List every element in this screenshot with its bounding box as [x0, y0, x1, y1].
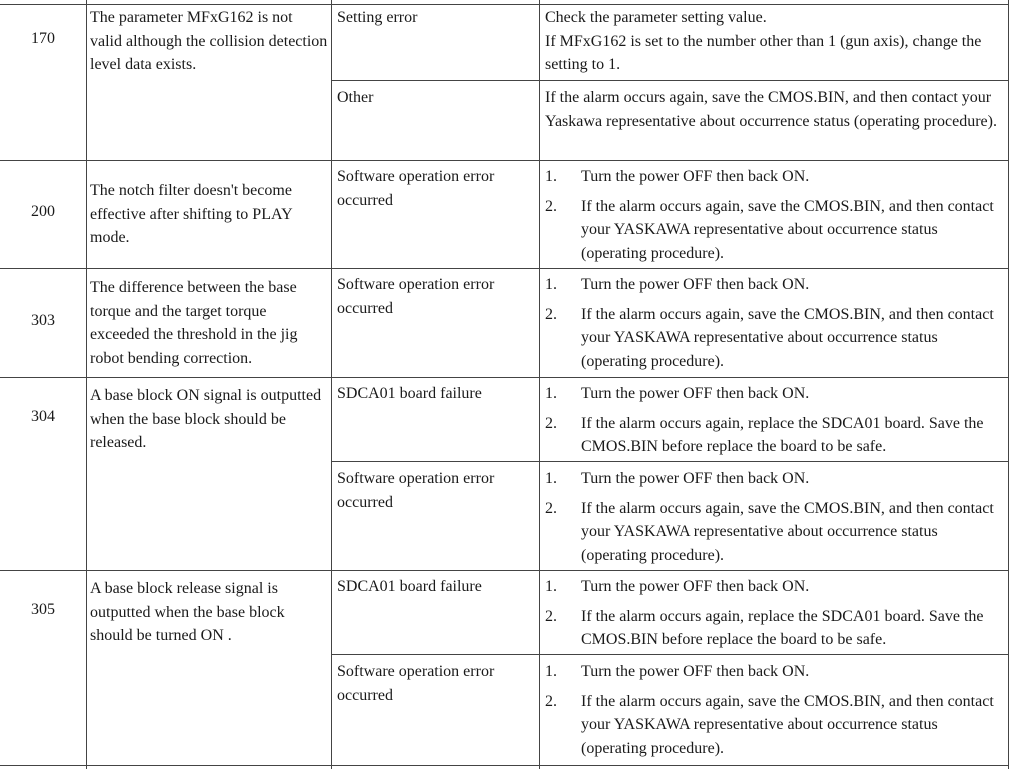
alarm-action: If the alarm occurs again, save the CMOS.BIN, and then contact your Yaskawa representative about occurrence status (operating procedure).: [545, 89, 997, 130]
action-step: 1. Turn the power OFF then back ON.: [545, 276, 810, 293]
action-step: 2. If the alarm occurs again, save the CMOS.BIN, and then contact your YASKAWA representative about occurrence status (operating procedure).: [545, 499, 994, 564]
action-steps: [545, 575, 1005, 658]
action-step: 2. If the alarm occurs again, replace the SDCA01 board. Save the CMOS.BIN before replace the board to be safe.: [545, 607, 984, 648]
action-step: 2. If the alarm occurs again, save the CMOS.BIN, and then contact your YASKAWA representative about occurrence status (operating procedure).: [545, 692, 994, 757]
action-step: 1. Turn the power OFF then back ON.: [545, 168, 810, 185]
action-step: 1. Turn the power OFF then back ON.: [545, 578, 810, 595]
action-step: 1. Turn the power OFF then back ON.: [545, 470, 810, 487]
action-steps: [545, 467, 1005, 573]
action-step: 2. If the alarm occurs again, replace the SDCA01 board. Save the CMOS.BIN before replace the board to be safe.: [545, 414, 984, 455]
column-divider: [86, 0, 87, 769]
row-divider: [331, 80, 1009, 81]
alarm-cause: Setting error: [337, 9, 418, 26]
row-divider: [0, 160, 1009, 161]
alarm-cause: Software operation error occurred: [337, 470, 495, 511]
row-divider: [0, 4, 1009, 5]
action-steps: [545, 273, 1005, 379]
alarm-message: A base block ON signal is outputted when the base block should be released.: [90, 387, 322, 451]
alarm-cause: Software operation error occurred: [337, 168, 495, 209]
alarm-cause: Software operation error occurred: [337, 663, 495, 704]
action-step: 2. If the alarm occurs again, save the CMOS.BIN, and then contact your YASKAWA representative about occurrence status (operating procedure).: [545, 197, 994, 262]
alarm-message: A base block release signal is outputted when the base block should be turned ON .: [90, 580, 285, 644]
alarm-code: 303: [31, 312, 55, 329]
action-step: 1. Turn the power OFF then back ON.: [545, 663, 810, 680]
alarm-message: The parameter MFxG162 is not valid although the collision detection level data exists.: [90, 9, 328, 73]
alarm-message: The notch filter doesn't become effective after shifting to PLAY mode.: [90, 182, 293, 246]
alarm-message: The difference between the base torque and the target torque exceeded the threshold in the jig robot bending correction.: [90, 279, 298, 367]
alarm-code: 200: [31, 203, 55, 220]
alarm-cause: SDCA01 board failure: [337, 385, 482, 402]
alarm-cause: SDCA01 board failure: [337, 578, 482, 595]
alarm-cause: Software operation error occurred: [337, 276, 495, 317]
action-steps: [545, 660, 1005, 766]
alarm-cause: Other: [337, 89, 374, 106]
action-step: 1. Turn the power OFF then back ON.: [545, 385, 810, 402]
alarm-code: 170: [31, 30, 55, 47]
action-steps: [545, 382, 1005, 465]
action-steps: [545, 165, 1005, 271]
alarm-code: 305: [31, 601, 55, 618]
alarm-code: 304: [31, 408, 55, 425]
action-step: 2. If the alarm occurs again, save the CMOS.BIN, and then contact your YASKAWA representative about occurrence status (operating procedure).: [545, 305, 994, 370]
alarm-action: Check the parameter setting value. If MFxG162 is set to the number other than 1 (gun axis), change the setting to 1.: [545, 9, 982, 73]
